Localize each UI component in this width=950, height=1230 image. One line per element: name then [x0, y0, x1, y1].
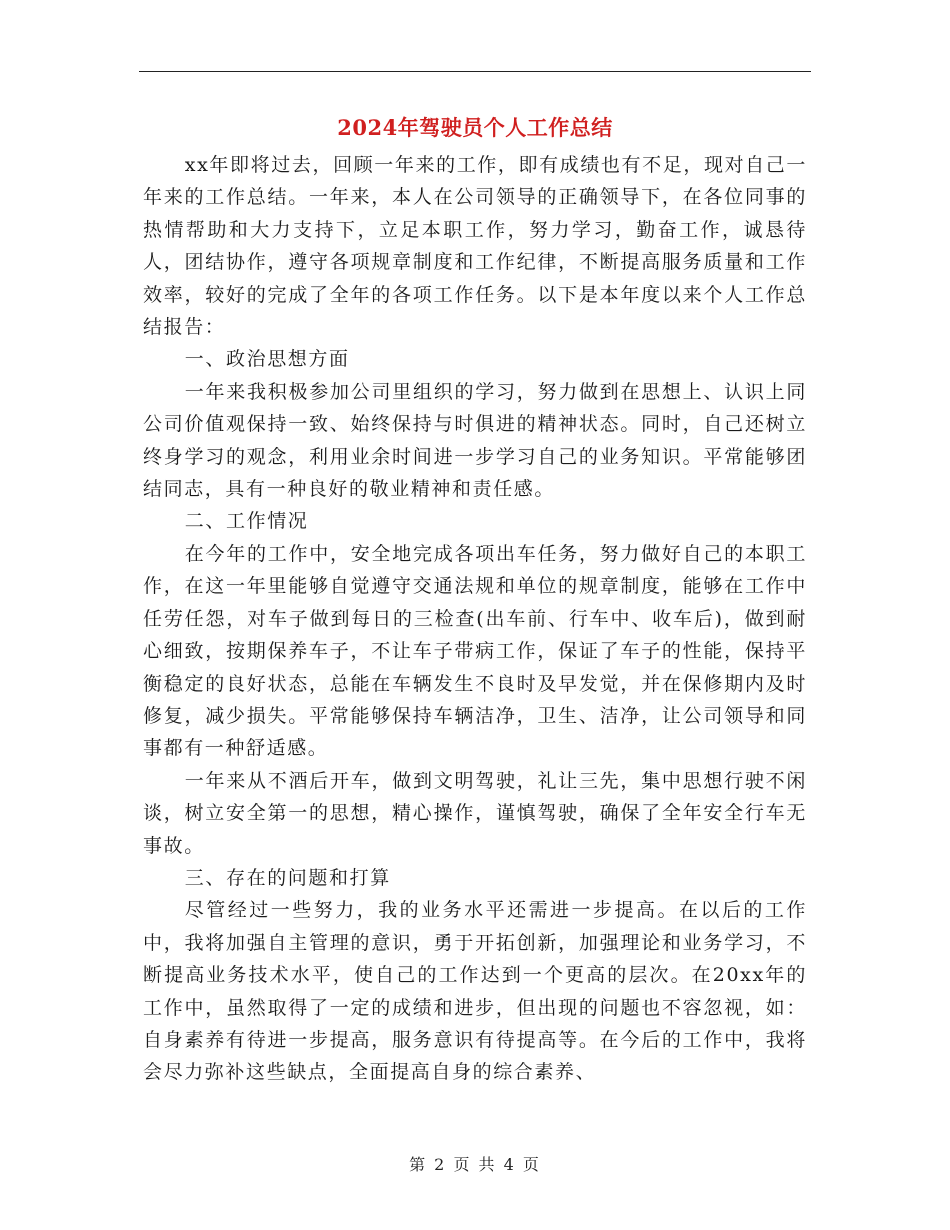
politics-paragraph: 一年来我积极参加公司里组织的学习，努力做到在思想上、认识上同公司价值观保持一致、始终保持与时俱进的精神状态。同时，自己还树立终身学习的观念，利用业余时间进一步学习自己的业务知识。平常能够团结同志，具有一种良好的敬业精神和责任感。 — [143, 380, 807, 501]
section-heading-issues: 三、存在的问题和打算 — [184, 866, 391, 889]
section-heading-work: 二、工作情况 — [184, 510, 309, 533]
issues-paragraph: 尽管经过一些努力，我的业务水平还需进一步提高。在以后的工作中，我将加强自主管理的意识，勇于开拓创新，加强理论和业务学习，不断提高业务技术水平，使自己的工作达到一个更高的层次。在20xx年的工作中，虽然取得了一定的成绩和进步，但出现的问题也不容忽视，如：自身素养有待进一步提高，服务意识有待提高等。在今后的工作中，我将会尽力弥补这些缺点，全面提高自身的综合素养、 — [143, 899, 807, 1084]
intro-paragraph: xx年即将过去，回顾一年来的工作，即有成绩也有不足，现对自己一年来的工作总结。一年来，本人在公司领导的正确领导下，在各位同事的热情帮助和大力支持下，立足本职工作，努力学习，勤奋工作，诚恳待人，团结协作，遵守各项规章制度和工作纪律，不断提高服务质量和工作效率，较好的完成了全年的各项工作任务。以下是本年度以来个人工作总结报告： — [143, 154, 807, 339]
header-rule — [139, 71, 811, 72]
document-body — [143, 149, 807, 1089]
document-title: 2024年驾驶员个人工作总结 — [337, 115, 613, 140]
work-paragraph: 在今年的工作中，安全地完成各项出车任务，努力做好自己的本职工作，在这一年里能够自觉遵守交通法规和单位的规章制度，能够在工作中任劳任怨，对车子做到每日的三检查(出车前、行车中、收车后)，做到耐心细致，按期保养车子，不让车子带病工作，保证了车子的性能，保持平衡稳定的良好状态，总能在车辆发生不良时及早发觉，并在保修期内及时修复，减少损失。平常能够保持车辆洁净，卫生、洁净，让公司领导和同事都有一种舒适感。 — [143, 542, 807, 760]
page-number: 第 2 页 共 4 页 — [409, 1155, 541, 1174]
safety-paragraph: 一年来从不酒后开车，做到文明驾驶，礼让三先，集中思想行驶不闲谈，树立安全第一的思想，精心操作，谨慎驾驶，确保了全年安全行车无事故。 — [143, 769, 807, 857]
section-heading-politics: 一、政治思想方面 — [184, 348, 350, 371]
